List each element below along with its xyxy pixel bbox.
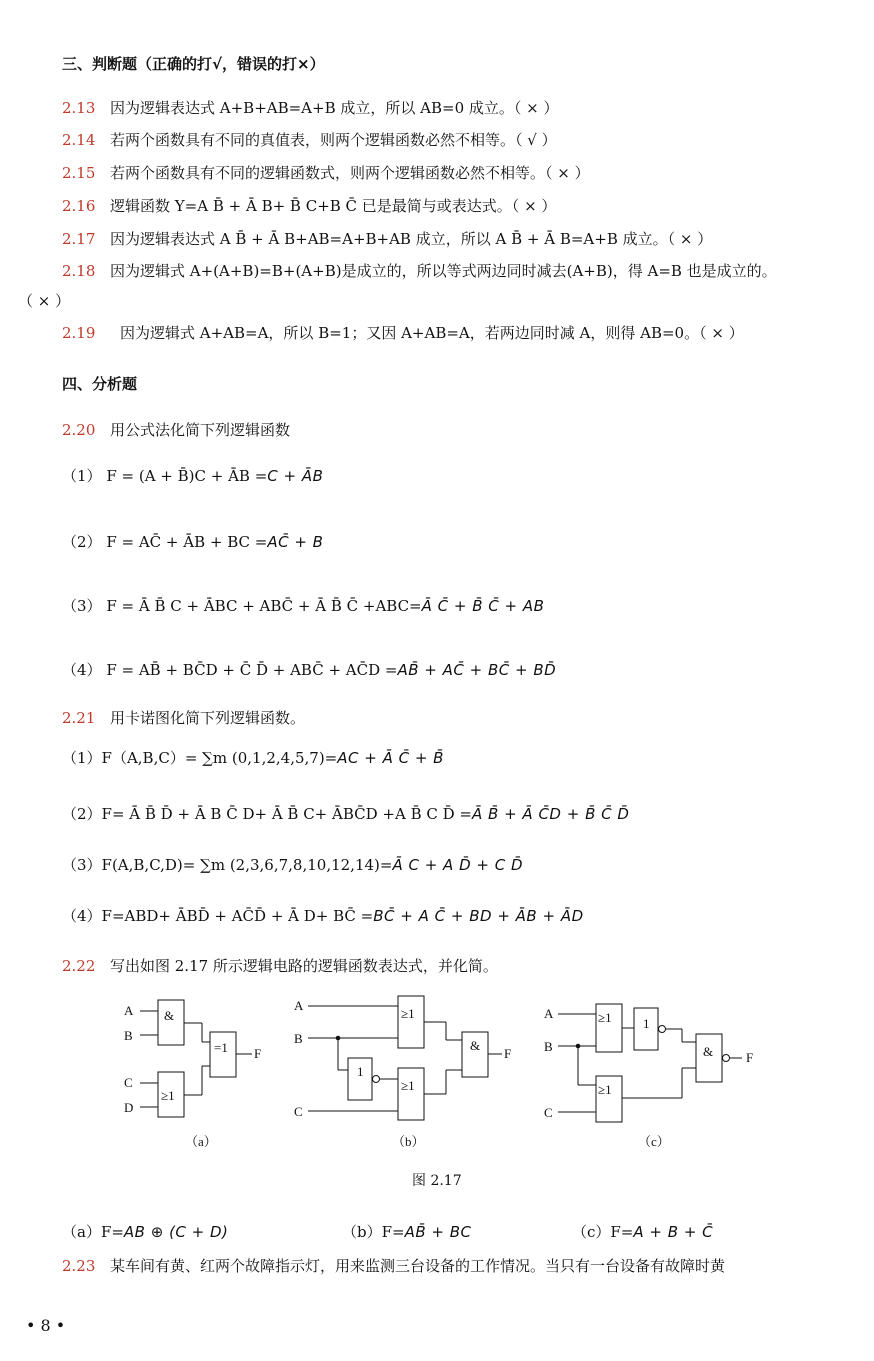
question-2-20: [62, 420, 290, 440]
item-text: 某车间有黄、红两个故障指示灯，用来监测三台设备的工作情况。当只有一台设备有故障时黄: [110, 1257, 726, 1275]
item-text: 因为逻辑式 A+AB=A，所以 B=1；又因 A+AB=A，若两边同时减 A，则得 AB=0。（ × ）: [120, 324, 744, 342]
answer: AB̄ + AC̄ + BC̄ + BD̄: [397, 661, 557, 679]
expression: F = Ā B̄ C + ĀBC + ABC̄ + Ā B̄ C̄ +ABC=: [106, 597, 422, 615]
sub-caption-b: （b）: [392, 1134, 425, 1149]
item-text: 逻辑函数 Y=A B̄ + Ā B+ B̄ C+B C̄ 已是最简与或表达式。（ × ）: [110, 197, 557, 215]
answer: AB̄ + BC: [404, 1223, 472, 1241]
item-2-16: [62, 196, 556, 216]
expression: F = AC̄ + ĀB + BC =: [106, 533, 268, 551]
item-text: 因为逻辑表达式 A B̄ + Ā B+AB=A+B+AB 成立，所以 A B̄ + Ā B=A+B 成立。（ × ）: [110, 230, 713, 248]
q220-item-2: [62, 532, 323, 552]
output-label: F: [746, 1050, 754, 1065]
gate-and: &: [470, 1038, 481, 1053]
gate-not: 1: [357, 1064, 364, 1079]
item-number: 2.18: [62, 262, 96, 280]
item-index: （4）: [62, 907, 102, 925]
answer-c: [572, 1222, 713, 1242]
item-number: 2.19: [62, 324, 96, 342]
answer-b: [342, 1222, 472, 1242]
output-label: F: [254, 1046, 262, 1061]
input-label: C: [544, 1105, 553, 1120]
answer: Ā C̄ + B̄ C̄ + AB: [421, 597, 545, 615]
item-index: （1）: [62, 467, 102, 485]
answer-label: （b）F=: [342, 1223, 405, 1241]
input-label: A: [294, 998, 304, 1013]
q221-item-1: [62, 748, 444, 768]
item-number: 2.22: [62, 957, 96, 975]
sub-caption-c: （c）: [638, 1134, 670, 1149]
q220-item-3: [62, 596, 544, 616]
section4-title: 四、分析题: [62, 375, 138, 393]
answer: Ā B̄ + Ā C̄D + B̄ C̄ D̄: [472, 805, 630, 823]
gate-not: 1: [643, 1016, 650, 1031]
answer: AB ⊕ (C + D): [123, 1223, 229, 1241]
item-number: 2.16: [62, 197, 96, 215]
answer: Ā C + A D̄ + C D̄: [392, 856, 524, 874]
answer: AC + Ā C̄ + B̄: [337, 749, 444, 767]
page-number: • 8 •: [26, 1316, 66, 1335]
input-label: C: [294, 1104, 303, 1119]
answer: BC̄ + A C̄ + BD + ĀB + ĀD: [373, 907, 584, 925]
item-text: 用公式法化简下列逻辑函数: [110, 421, 291, 439]
answer-label: （c）F=: [572, 1223, 634, 1241]
question-2-22: [62, 956, 498, 976]
expression: F= Ā B̄ D̄ + Ā B C̄ D+ Ā B̄ C+ ĀBC̄D +A B̄ C D̄ =: [101, 805, 472, 823]
answer-label: （a）F=: [62, 1223, 124, 1241]
item-text: 若两个函数具有不同的逻辑函数式，则两个逻辑函数必然不相等。（ × ）: [110, 164, 590, 182]
item-number: 2.20: [62, 421, 96, 439]
q220-item-4: [62, 660, 556, 680]
item-text: 若两个函数具有不同的真值表，则两个逻辑函数必然不相等。（ √ ）: [110, 131, 557, 149]
item-index: （1）: [62, 749, 102, 767]
gate-or: ≥1: [598, 1010, 612, 1025]
input-label: D: [124, 1100, 134, 1115]
expression: F = AB̄ + BC̄D + C̄ D̄ + ABC̄ + AC̄D =: [106, 661, 398, 679]
item-number: 2.17: [62, 230, 96, 248]
gate-and: &: [164, 1008, 175, 1023]
item-text: 因为逻辑式 A+(A+B)=B+(A+B)是成立的，所以等式两边同时减去(A+B)，得 A=B 也是成立的。: [110, 262, 777, 280]
q221-item-2: [62, 804, 629, 824]
section3-title: 三、判断题（正确的打√，错误的打×）: [62, 55, 325, 73]
gate-xor: =1: [214, 1040, 228, 1055]
answer: AC̄ + B: [267, 533, 324, 551]
item-index: （3）: [62, 856, 102, 874]
expression: F(A,B,C,D)= ∑m (2,3,6,7,8,10,12,14)=: [101, 856, 393, 874]
figure-caption: 图 2.17: [412, 1173, 462, 1189]
gate-or: ≥1: [401, 1078, 415, 1093]
output-label: F: [504, 1046, 512, 1061]
item-number: 2.13: [62, 99, 96, 117]
sub-caption-a: （a）: [185, 1134, 217, 1149]
q220-item-1: [62, 466, 323, 486]
item-text: 用卡诺图化简下列逻辑函数。: [110, 709, 306, 727]
item-2-18-cont: （ × ）: [18, 292, 71, 310]
gate-or: ≥1: [598, 1082, 612, 1097]
item-index: （2）: [62, 533, 102, 551]
input-label: A: [124, 1003, 134, 1018]
q221-item-4: [62, 906, 584, 926]
item-index: （4）: [62, 661, 102, 679]
input-label: A: [544, 1006, 554, 1021]
input-label: B: [124, 1028, 133, 1043]
input-label: B: [294, 1031, 303, 1046]
question-2-23: [62, 1256, 725, 1276]
answer-a: [62, 1222, 228, 1242]
item-2-15: [62, 163, 590, 183]
item-text: 因为逻辑表达式 A+B+AB=A+B 成立，所以 AB=0 成立。（ × ）: [110, 99, 559, 117]
gate-or: ≥1: [161, 1088, 175, 1103]
figure-2-17: [110, 990, 770, 1160]
item-2-14: [62, 130, 557, 150]
gate-or: ≥1: [401, 1006, 415, 1021]
item-number: 2.23: [62, 1257, 96, 1275]
item-2-13: [62, 98, 559, 118]
item-index: （2）: [62, 805, 102, 823]
expression: F = (A + B̄)C + ĀB =: [106, 467, 268, 485]
item-number: 2.14: [62, 131, 96, 149]
input-label: C: [124, 1075, 133, 1090]
expression: F（A,B,C）= ∑m (0,1,2,4,5,7)=: [101, 749, 338, 767]
input-label: B: [544, 1039, 553, 1054]
answer: A + B + C̄: [633, 1223, 714, 1241]
item-number: 2.21: [62, 709, 96, 727]
question-2-21: [62, 708, 305, 728]
item-2-19: [62, 323, 744, 343]
item-number: 2.15: [62, 164, 96, 182]
item-2-17: [62, 229, 712, 249]
answer: C + ĀB: [267, 467, 324, 485]
item-index: （3）: [62, 597, 102, 615]
item-text: 写出如图 2.17 所示逻辑电路的逻辑函数表达式，并化简。: [110, 957, 498, 975]
item-2-18: [62, 261, 777, 281]
q221-item-3: [62, 855, 523, 875]
gate-and: &: [703, 1044, 714, 1059]
expression: F=ABD+ ĀBD̄ + AC̄D̄ + Ā D+ BC̄ =: [101, 907, 374, 925]
